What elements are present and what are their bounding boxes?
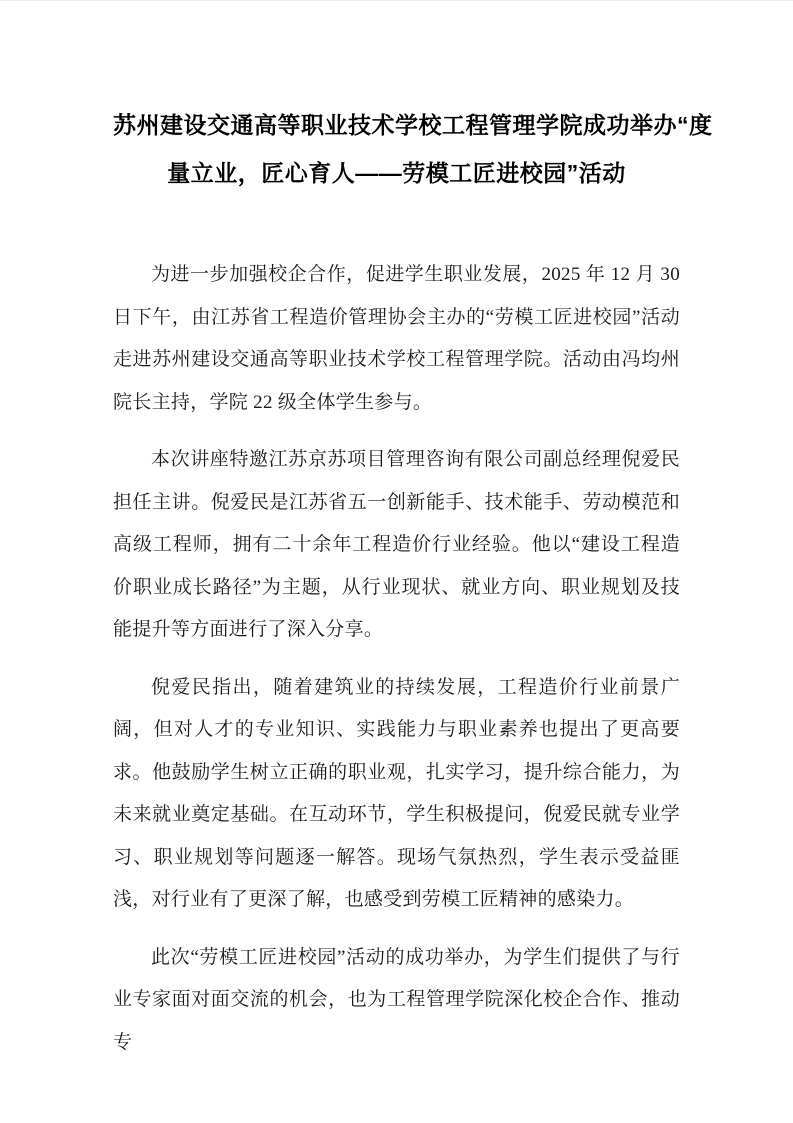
page-title [113,101,713,197]
body-paragraph-4: 此次“劳模工匠进校园”活动的成功举办，为学生们提供了与行业专家面对面交流的机会，也为工程管理学院深化校企合作、推动专 [113,946,680,1053]
body-paragraph-1: 为进一步加强校企合作，促进学生职业发展，2025 年 12 月 30 日下午，由江苏省工程造价管理协会主办的“劳模工匠进校园”活动走进苏州建设交通高等职业技术学校工程管理学院。活动由冯均州院长主持，学院 22 级全体学生参与。 [113,264,680,413]
page-title-line-1: 苏州建设交通高等职业技术学校工程管理学院成功举办“度 [113,112,713,138]
body-paragraph-2: 本次讲座特邀江苏京苏项目管理咨询有限公司副总经理倪爱民担任主讲。倪爱民是江苏省五一创新能手、技术能手、劳动模范和高级工程师，拥有二十余年工程造价行业经验。他以“建设工程造价职业成长路径”为主题，从行业现状、就业方向、职业规划及技能提升等方面进行了深入分享。 [113,449,680,640]
document-page [0,1,793,1123]
document-body [113,254,680,1064]
body-paragraph-3: 倪爱民指出，随着建筑业的持续发展，工程造价行业前景广阔，但对人才的专业知识、实践能力与职业素养也提出了更高要求。他鼓励学生树立正确的职业观，扎实学习，提升综合能力，为未来就业奠定基础。在互动环节，学生积极提问，倪爱民就专业学习、职业规划等问题逐一解答。现场气氛热烈，学生表示受益匪浅，对行业有了更深了解，也感受到劳模工匠精神的感染力。 [113,676,680,910]
page-title-line-2: 量立业，匠心育人——劳模工匠进校园”活动 [167,160,626,186]
